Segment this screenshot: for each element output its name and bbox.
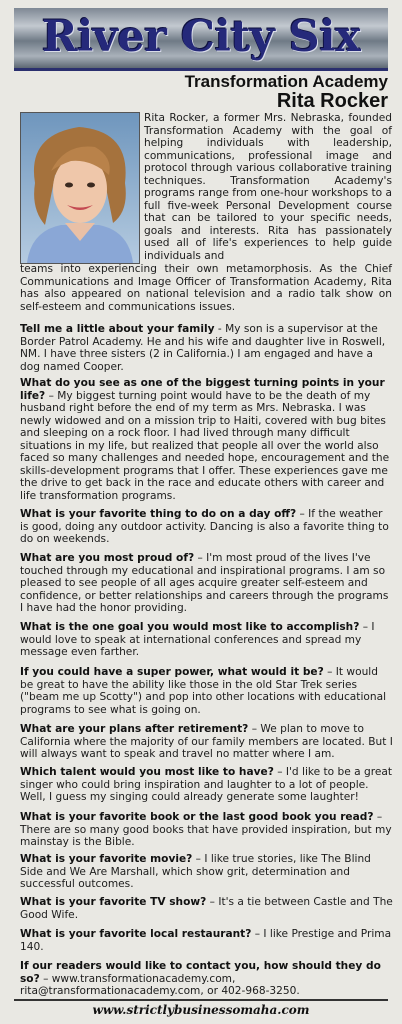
intro-text-continued: teams into experiencing their own metamorphosis. As the Chief Communications and Image Officer of Transformation Academy, Rita has also appeared on national television and a radio talk show on self-esteem and communications issues.	[20, 263, 392, 313]
qa-retirement	[20, 723, 394, 761]
qa-goal	[20, 621, 394, 659]
portrait-photo	[20, 112, 140, 264]
answer: – I like Prestige and Prima 140.	[20, 928, 392, 953]
answer: - My son is a supervisor at the Border Patrol Academy. He and his wife and daughter live in Roswell, NM. I have three sisters (2 in California.) I am engaged and have a dog named Cooper.	[20, 323, 386, 373]
question: What are you most proud of?	[20, 552, 195, 564]
answer: – If the weather is good, doing any outdoor activity. Dancing is also a favorite thing to do on weekends.	[20, 508, 389, 546]
question: Tell me a little about your family	[20, 323, 215, 335]
qa-movie	[20, 853, 394, 891]
company-heading: Transformation Academy	[184, 72, 388, 91]
question: What is your favorite thing to do on a day off?	[20, 508, 297, 520]
answer: – www.transformationacademy.com, rita@transformationacademy.com, or 402-968-3250.	[20, 972, 300, 998]
answer: – It would be great to have the ability like those in the old Star Trek series ("beam me up Scotty") and pop into other locations with educational programs to see what is going on.	[20, 666, 387, 716]
answer: – I would love to speak at international conferences and spread my message even farther.	[20, 621, 375, 659]
qa-talent	[20, 766, 394, 804]
banner-title: River City Six	[41, 12, 361, 62]
person-name-heading: Rita Rocker	[276, 90, 388, 112]
question: If you could have a super power, what would it be?	[20, 666, 324, 678]
qa-tv-show	[20, 896, 394, 921]
qa-contact	[20, 960, 394, 998]
question: What is your favorite book or the last good book you read?	[20, 811, 374, 823]
answer: – I like true stories, like The Blind Side and We Are Marshall, which show grit, determination and successful outcomes.	[20, 853, 371, 891]
footer-website-link[interactable]: www.strictlybusinessomaha.com	[92, 1003, 310, 1017]
question: What do you see as one of the biggest turning points in your life?	[20, 377, 385, 402]
question: What is the one goal you would most like to accomplish?	[20, 621, 360, 633]
answer: – My biggest turning point would have to be the death of my husband right before the end of my term as Mrs. Nebraska. I was newly widowed and on a mission trip to Haiti, covered with bug bites and sleeping on a rock floor. I had lived through many difficult situations in my life, but realized that people all over the world also faced so many challenges and needed hope, encouragement and the skills-development programs that I offer. These experiences gave me the drive to get back in the race and educate others with career and life transformation programs.	[20, 389, 390, 502]
answer: – I'd like to be a great singer who could bring inspiration and laughter to a lot of people. Well, I guess my singing could already generate some laughter!	[20, 766, 393, 804]
banner	[14, 8, 388, 71]
question: What is your favorite movie?	[20, 853, 193, 865]
intro-text: Rita Rocker, a former Mrs. Nebraska, founded Transformation Academy with the goal of helping individuals with leadership, communications, professional image and protocol through various collaborative training techniques. Transformation Academy's programs range from one-hour workshops to a full five-week Personal Development course that can be tailored to your specific needs, goals and interests. Rita has passionately used all of life's experiences to help guide individuals and	[144, 112, 392, 263]
qa-restaurant	[20, 928, 394, 953]
answer: – We plan to move to California where the majority of our family members are located. But I will always want to speak and travel no matter where I am.	[20, 723, 393, 761]
answer: – I'm most proud of the lives I've touched through my educational and inspirational programs. I am so pleased to see people of all ages acquire greater self-esteem and confidence, or better relationships and careers through the programs I have had the honor providing.	[20, 552, 389, 615]
qa-turning-point	[20, 377, 394, 502]
question: Which talent would you most like to have?	[20, 766, 274, 778]
answer: – There are so many good books that have provided inspiration, but my mainstay is the Bible.	[20, 811, 392, 849]
question: If our readers would like to contact you, how should they do so?	[20, 960, 381, 985]
question: What is your favorite TV show?	[20, 896, 207, 908]
footer-divider	[14, 999, 388, 1001]
question: What is your favorite local restaurant?	[20, 928, 252, 940]
qa-super-power	[20, 666, 394, 716]
qa-book	[20, 811, 394, 849]
qa-family	[20, 323, 394, 373]
qa-proud	[20, 552, 394, 615]
qa-day-off	[20, 508, 394, 546]
answer: – It's a tie between Castle and The Good Wife.	[20, 896, 393, 921]
question: What are your plans after retirement?	[20, 723, 249, 735]
